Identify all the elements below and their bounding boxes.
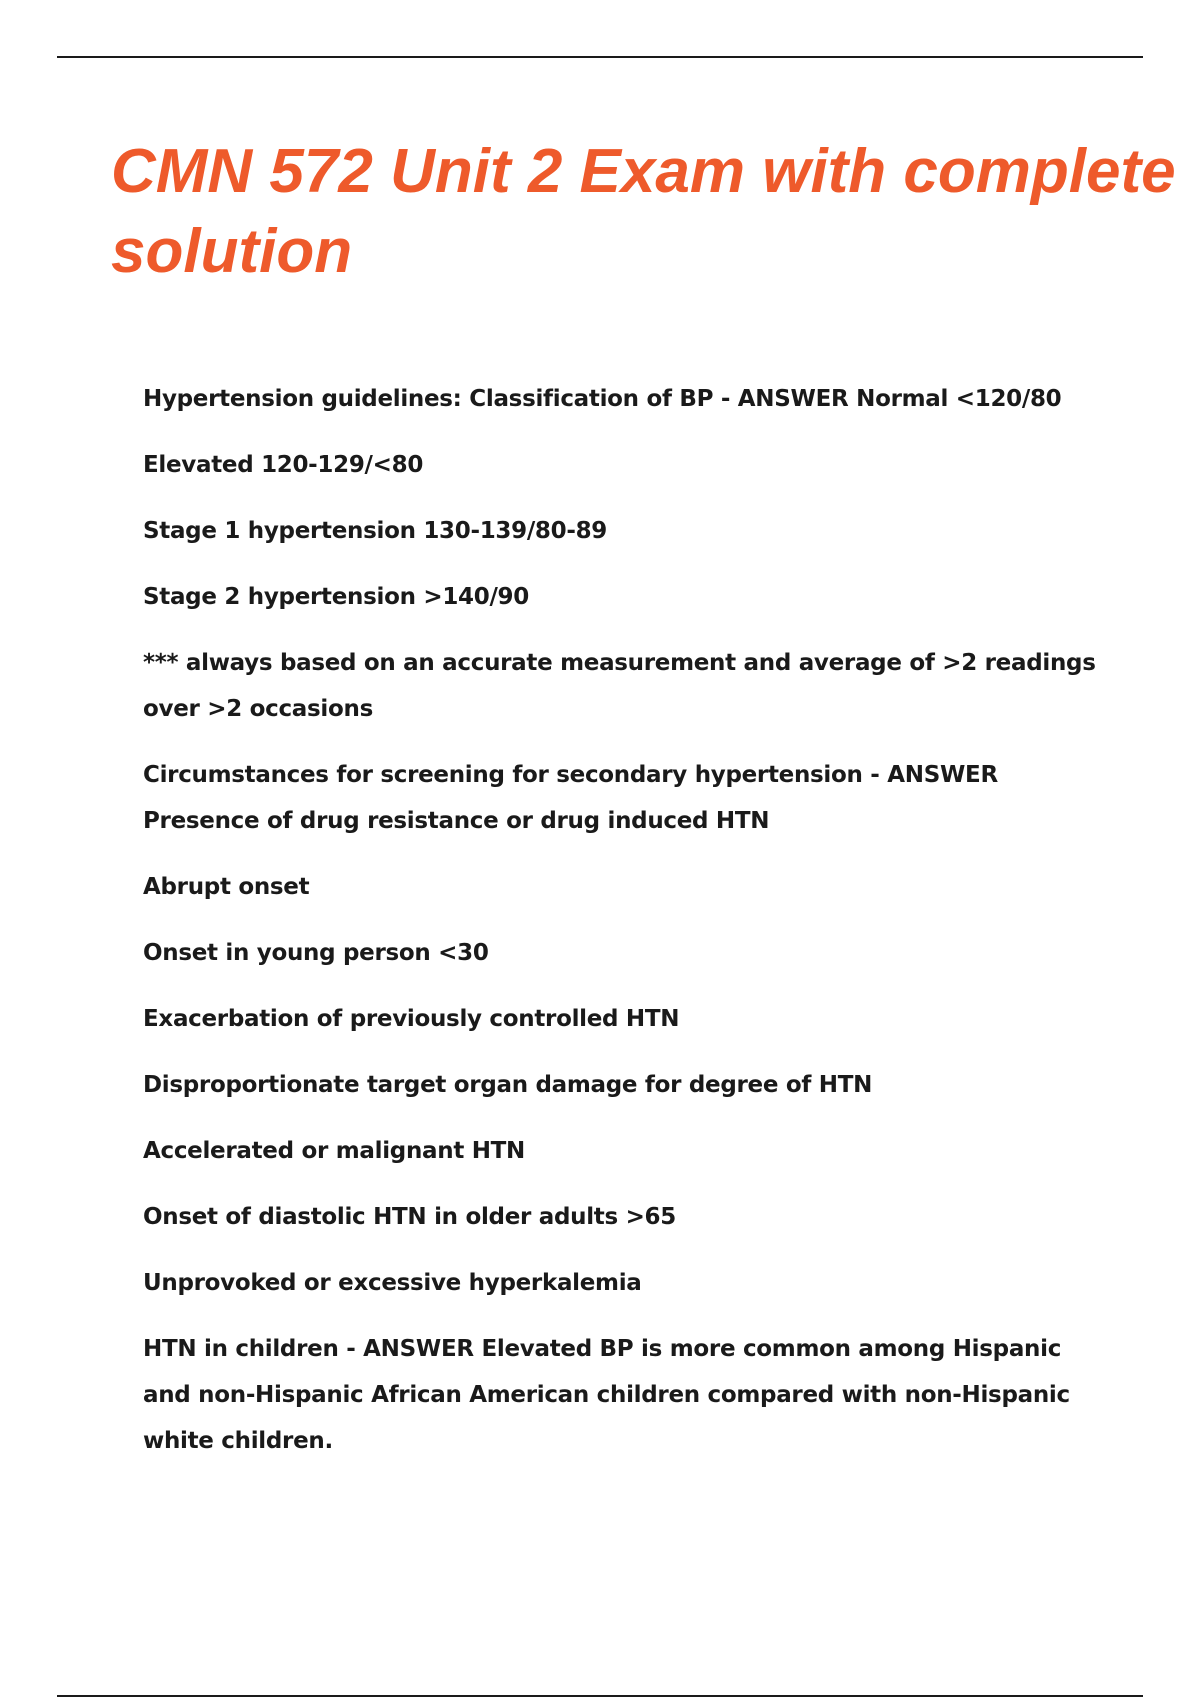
paragraph: Circumstances for screening for secondary hypertension - ANSWER Presence of drug resistance or drug induced HTN (143, 762, 998, 834)
paragraph: Hypertension guidelines: Classification of BP - ANSWER Normal <120/80 (143, 386, 1062, 412)
paragraph: *** always based on an accurate measurement and average of >2 readings over >2 occasions (143, 650, 1096, 722)
document-body (143, 376, 1103, 1484)
paragraph: HTN in children - ANSWER Elevated BP is more common among Hispanic and non-Hispanic African American children compared with non-Hispanic white children. (143, 1336, 1070, 1454)
document-title (111, 132, 1200, 292)
paragraph: Exacerbation of previously controlled HTN (143, 1006, 680, 1032)
paragraph: Onset in young person <30 (143, 940, 489, 966)
paragraph: Stage 2 hypertension >140/90 (143, 584, 529, 610)
paragraph: Stage 1 hypertension 130-139/80-89 (143, 518, 607, 544)
footer-rule (57, 1695, 1143, 1697)
paragraph: Abrupt onset (143, 874, 310, 900)
document-title-line-1: CMN 572 Unit 2 Exam with complete (111, 137, 1176, 206)
paragraph: Disproportionate target organ damage for degree of HTN (143, 1072, 873, 1098)
paragraph: Onset of diastolic HTN in older adults >65 (143, 1204, 676, 1230)
header-rule (57, 56, 1143, 58)
document-title-line-2: solution (111, 217, 353, 286)
paragraph: Unprovoked or excessive hyperkalemia (143, 1270, 642, 1296)
paragraph: Elevated 120-129/<80 (143, 452, 424, 478)
paragraph: Accelerated or malignant HTN (143, 1138, 526, 1164)
